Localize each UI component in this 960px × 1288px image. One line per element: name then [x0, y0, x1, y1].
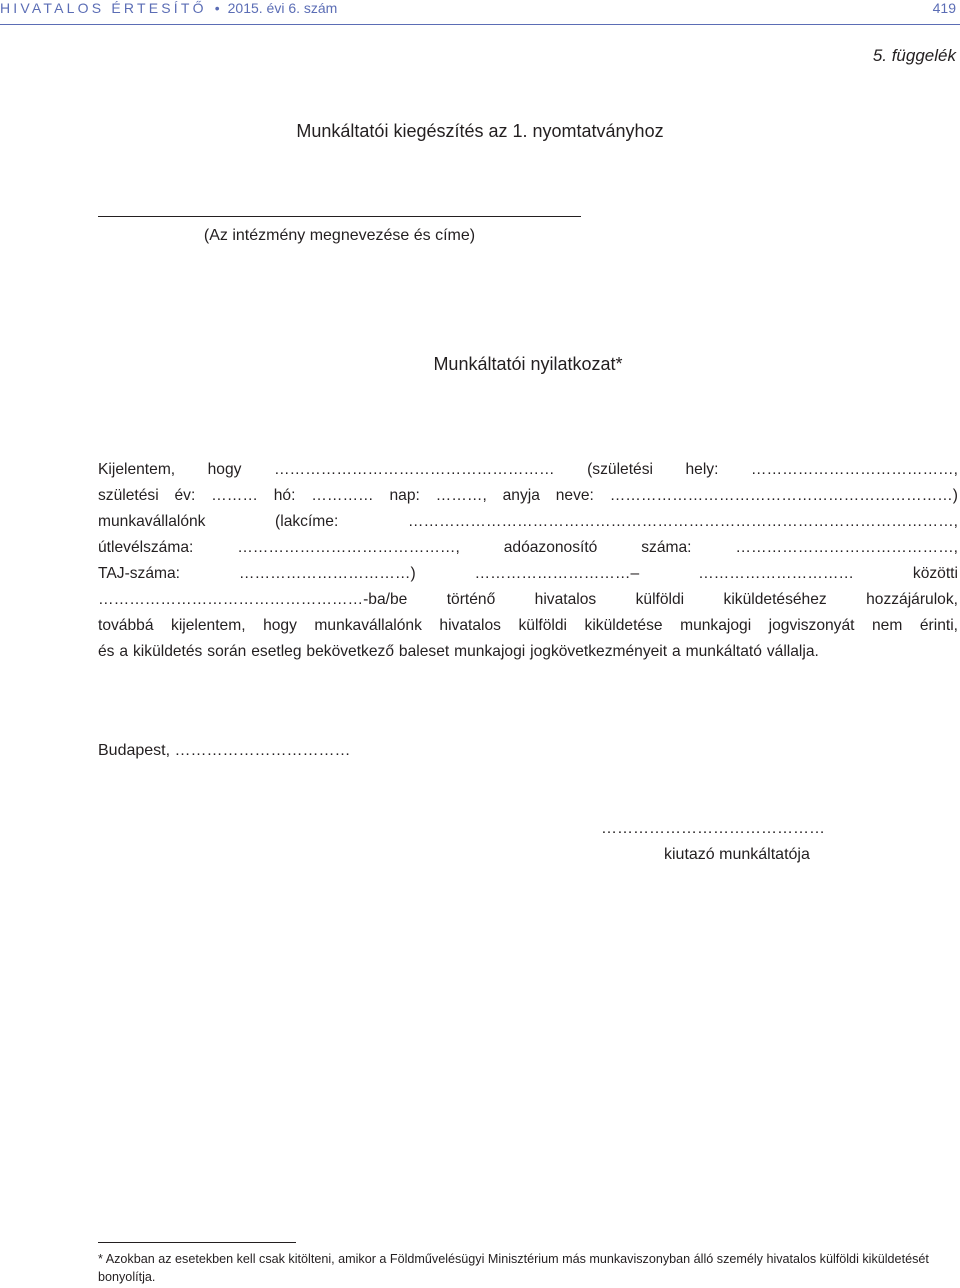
body-word: munkavállalónk [314, 617, 422, 634]
institution-fill-line [98, 216, 581, 217]
body-word: ……… [211, 487, 258, 504]
body-word: továbbá [98, 617, 154, 634]
body-line [98, 561, 958, 587]
header-separator: • [214, 0, 220, 16]
body-word: közötti [912, 565, 958, 582]
body-word: ………………………… [698, 565, 854, 582]
body-word: (lakcíme: [275, 513, 339, 530]
footnote-rule [98, 1242, 296, 1243]
body-word: hely: [685, 461, 719, 478]
body-word: …………………………………………………………) [609, 487, 958, 504]
declaration-title: Munkáltatói nyilatkozat* [433, 354, 623, 374]
signature-caption: kiutazó munkáltatója [664, 846, 810, 863]
body-word: ……………………………) [238, 565, 416, 582]
body-word: ………, [435, 487, 487, 504]
page-number: 419 [932, 0, 956, 16]
body-word: TAJ-száma: [98, 565, 181, 582]
body-word: kiküldetéséhez [723, 591, 827, 608]
body-word: ……………………………………………… [273, 461, 555, 478]
body-word: neve: [555, 487, 594, 504]
running-header [0, 0, 337, 16]
institution-caption: (Az intézmény megnevezése és címe) [203, 227, 476, 244]
body-word: külföldi [518, 617, 568, 634]
body-word: hogy [207, 461, 242, 478]
body-word: ……………………………………………………………………………………………, [407, 513, 958, 530]
body-word: (születési [587, 461, 653, 478]
body-word: ………… [311, 487, 374, 504]
body-word: munkavállalónk [98, 513, 206, 530]
body-word: hozzájárulok, [866, 591, 958, 608]
body-word: nem [872, 617, 903, 634]
body-word: ……………………………………, [237, 539, 460, 556]
body-word: nap: [389, 487, 420, 504]
body-word: adóazonosító [503, 539, 598, 556]
body-word: ……………………………………………-ba/be [98, 591, 408, 608]
supplement-title: Munkáltatói kiegészítés az 1. nyomtatványhoz [296, 121, 664, 141]
declaration-body [98, 457, 958, 665]
body-word: hivatalos [439, 617, 501, 634]
footnote: * Azokban az esetekben kell csak kitölteni, amikor a Földművelésügyi Minisztérium más munkaviszonyban álló személy hivatalos külföldi kiküldetését bonyolítja. [98, 1252, 929, 1284]
body-line: és a kiküldetés során esetleg bekövetkező baleset munkajogi jogkövetkezményeit a munkáltató vállalja. [98, 643, 819, 660]
body-word: jogviszonyát [768, 617, 855, 634]
body-word: …………………………– [474, 565, 640, 582]
appendix-label: 5. függelék [872, 46, 956, 65]
body-line [98, 535, 958, 561]
body-word: ……………………………………, [735, 539, 958, 556]
body-word: hó: [273, 487, 296, 504]
body-line [98, 613, 958, 639]
body-word: külföldi [635, 591, 685, 608]
body-line [98, 509, 958, 535]
body-word: érinti, [919, 617, 958, 634]
issue-label: 2015. évi 6. szám [227, 0, 338, 16]
body-line [98, 483, 958, 509]
body-word: kijelentem, [171, 617, 246, 634]
body-word: …………………………………, [750, 461, 958, 478]
body-word: munkajogi [680, 617, 752, 634]
body-word: anyja [502, 487, 540, 504]
body-word: év: [174, 487, 196, 504]
body-word: születési [98, 487, 159, 504]
body-word: hogy [263, 617, 297, 634]
header-rule [0, 24, 960, 25]
body-word: hivatalos [534, 591, 597, 608]
body-word: száma: [641, 539, 692, 556]
publication-name: HIVATALOS ÉRTESÍTŐ [0, 0, 207, 16]
body-word: kiküldetése [584, 617, 663, 634]
body-word: történő [446, 591, 496, 608]
body-word: Kijelentem, [98, 461, 176, 478]
body-line [98, 457, 958, 483]
signature-line: …………………………………… [601, 820, 825, 837]
place-date: Budapest, …………………………… [98, 742, 351, 759]
body-word: útlevélszáma: [98, 539, 194, 556]
body-line [98, 587, 958, 613]
